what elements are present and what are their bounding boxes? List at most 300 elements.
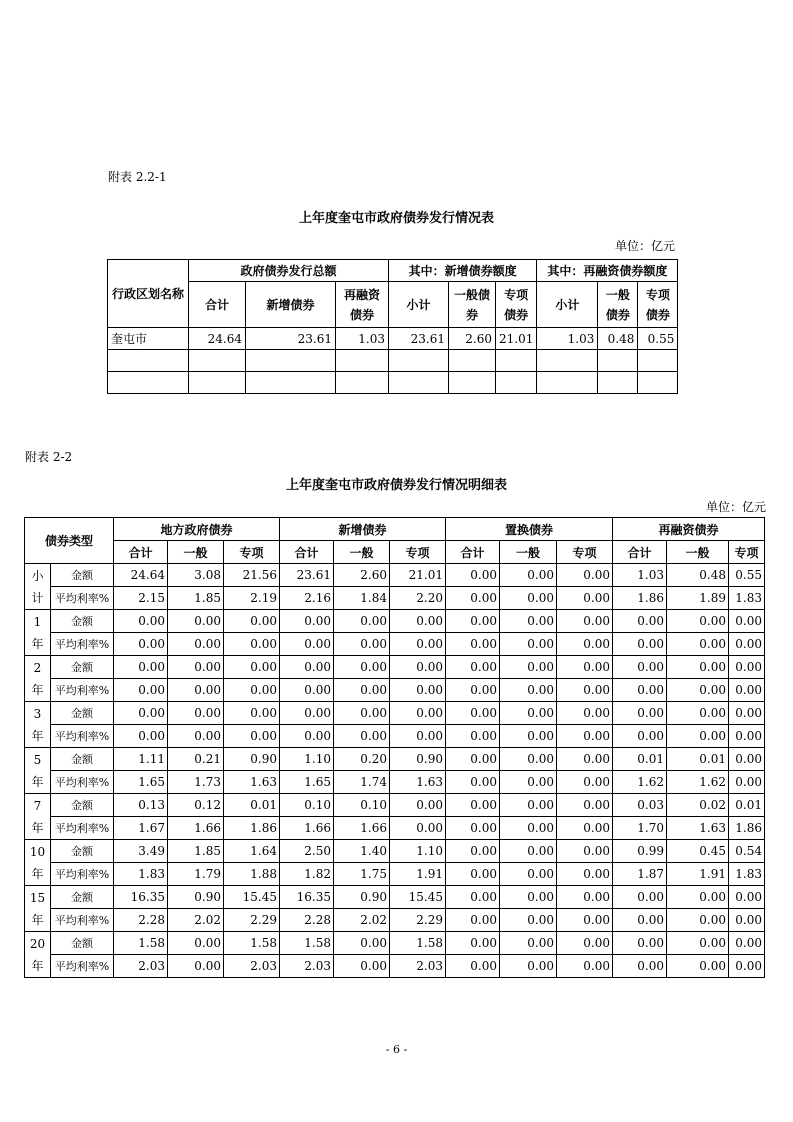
- t2-cell: 0.00: [500, 886, 557, 909]
- t2-cell: 0.00: [667, 725, 729, 748]
- t2-cell: 0.00: [334, 725, 390, 748]
- t2-cell: 0.00: [500, 771, 557, 794]
- t2-cell: 0.00: [729, 886, 765, 909]
- t2-metric-label: 金额: [51, 886, 114, 909]
- t2-cell: 1.82: [280, 863, 334, 886]
- t1-cell-special-refi: 0.55: [638, 328, 678, 350]
- t2-cell: 0.00: [334, 702, 390, 725]
- page-number: - 6 -: [385, 1043, 408, 1056]
- t1-header-general-refi: 一般债券: [598, 282, 638, 328]
- t2-subheader-total: 合计: [280, 541, 334, 564]
- t2-metric-label: 平均利率%: [51, 909, 114, 932]
- table2-label: 附表 2-2: [25, 450, 73, 464]
- t2-cell: 0.00: [280, 725, 334, 748]
- t2-cell: 1.89: [667, 587, 729, 610]
- t2-cell: 1.10: [390, 840, 446, 863]
- t2-cell: 0.10: [280, 794, 334, 817]
- t2-metric-label: 平均利率%: [51, 771, 114, 794]
- t1-header-refi-bond: 再融资债券: [336, 282, 389, 328]
- t2-cell: 1.79: [168, 863, 224, 886]
- t2-cell: 0.00: [114, 656, 168, 679]
- t2-subheader-special: 专项: [390, 541, 446, 564]
- t2-cell: 0.00: [500, 955, 557, 978]
- t2-cell: 3.49: [114, 840, 168, 863]
- t2-cell: 0.00: [168, 656, 224, 679]
- t2-cell: 1.70: [613, 817, 667, 840]
- t2-cell: 1.84: [334, 587, 390, 610]
- table1-title: 上年度奎屯市政府债券发行情况表: [298, 211, 494, 226]
- table-row: [25, 886, 765, 909]
- t2-cell: 0.00: [613, 610, 667, 633]
- t2-cell: 0.00: [280, 702, 334, 725]
- t2-cell: 0.00: [334, 633, 390, 656]
- t2-metric-label: 金额: [51, 794, 114, 817]
- table-row: [25, 932, 765, 955]
- t2-cell: 1.91: [667, 863, 729, 886]
- table2-title: 上年度奎屯市政府债券发行情况明细表: [285, 478, 507, 493]
- t1-cell-subtotal-new: 23.61: [389, 328, 449, 350]
- t2-cell: 2.28: [114, 909, 168, 932]
- t2-metric-label: 平均利率%: [51, 633, 114, 656]
- t2-cell: 0.00: [446, 840, 500, 863]
- t2-cell: 1.63: [390, 771, 446, 794]
- t2-cell: 0.00: [446, 932, 500, 955]
- t2-cell: 0.00: [667, 955, 729, 978]
- t2-cell: 0.00: [446, 909, 500, 932]
- table-row: [25, 748, 765, 771]
- t2-cell: 0.00: [500, 656, 557, 679]
- t2-metric-label: 平均利率%: [51, 955, 114, 978]
- t1-cell-general-refi: 0.48: [598, 328, 638, 350]
- table-row-empty: [108, 350, 678, 372]
- t2-cell: 2.50: [280, 840, 334, 863]
- t2-cell: 0.48: [667, 564, 729, 587]
- t2-cell: 2.29: [390, 909, 446, 932]
- t2-cell: 0.00: [390, 679, 446, 702]
- t2-cell: 0.00: [500, 932, 557, 955]
- t2-metric-label: 平均利率%: [51, 587, 114, 610]
- t2-cell: 1.58: [224, 932, 280, 955]
- t2-cell: 0.00: [446, 725, 500, 748]
- t2-cell: 0.00: [280, 679, 334, 702]
- t1-header-subtotal-refi: 小计: [537, 282, 598, 328]
- t2-cell: 0.00: [334, 932, 390, 955]
- t2-cell: 0.10: [334, 794, 390, 817]
- t2-cell: 0.00: [667, 702, 729, 725]
- t2-cell: 0.00: [613, 633, 667, 656]
- t1-cell-special-new: 21.01: [496, 328, 537, 350]
- t2-subheader-special: 专项: [224, 541, 280, 564]
- t2-cell: 1.91: [390, 863, 446, 886]
- t2-cell: 15.45: [224, 886, 280, 909]
- t2-cell: 0.00: [224, 610, 280, 633]
- t2-cell: 1.83: [729, 863, 765, 886]
- t2-cell: 0.90: [390, 748, 446, 771]
- t2-cell: 0.00: [390, 794, 446, 817]
- t2-metric-label: 金额: [51, 656, 114, 679]
- t2-cell: 0.00: [613, 725, 667, 748]
- t2-cell: 0.00: [613, 932, 667, 955]
- t2-cell: 0.00: [114, 702, 168, 725]
- t2-subheader-general: 一般: [168, 541, 224, 564]
- table1-unit: 单位：亿元: [614, 239, 675, 253]
- t1-header-group-total: 政府债券发行总额: [189, 260, 389, 282]
- t2-cell: 0.00: [557, 817, 613, 840]
- t1-cell-region: 奎屯市: [108, 328, 189, 350]
- t2-cell: 0.00: [114, 725, 168, 748]
- t2-cell: 0.90: [334, 886, 390, 909]
- t2-cell: 0.00: [613, 656, 667, 679]
- t2-row-group-label: 2 年: [25, 656, 51, 702]
- t1-header-total: 合计: [189, 282, 246, 328]
- t2-cell: 0.12: [168, 794, 224, 817]
- t2-cell: 0.00: [224, 656, 280, 679]
- t2-cell: 0.00: [500, 610, 557, 633]
- t2-cell: 1.83: [114, 863, 168, 886]
- t1-header-general-new: 一般债券: [449, 282, 496, 328]
- t2-cell: 0.00: [334, 610, 390, 633]
- t2-cell: 2.03: [390, 955, 446, 978]
- t2-cell: 1.11: [114, 748, 168, 771]
- t2-metric-label: 金额: [51, 702, 114, 725]
- t2-cell: 0.21: [168, 748, 224, 771]
- t2-cell: 2.02: [168, 909, 224, 932]
- t2-cell: 0.00: [729, 633, 765, 656]
- t2-header-group-new: 新增债券: [280, 518, 446, 541]
- t2-cell: 0.00: [729, 679, 765, 702]
- t2-cell: 0.02: [667, 794, 729, 817]
- t2-cell: 0.54: [729, 840, 765, 863]
- t2-cell: 0.00: [557, 633, 613, 656]
- t2-cell: 2.16: [280, 587, 334, 610]
- t2-subheader-general: 一般: [667, 541, 729, 564]
- t2-cell: 0.00: [613, 886, 667, 909]
- t2-cell: 0.00: [557, 863, 613, 886]
- t2-cell: 0.00: [557, 587, 613, 610]
- t2-cell: 0.45: [667, 840, 729, 863]
- t2-cell: 0.00: [446, 794, 500, 817]
- t2-cell: 1.03: [613, 564, 667, 587]
- t2-cell: 0.00: [557, 771, 613, 794]
- t2-cell: 0.00: [667, 932, 729, 955]
- t2-cell: 0.90: [224, 748, 280, 771]
- t2-cell: 1.65: [280, 771, 334, 794]
- t2-cell: 1.66: [334, 817, 390, 840]
- t2-cell: 0.00: [500, 909, 557, 932]
- table-row: [25, 633, 765, 656]
- t2-subheader-total: 合计: [114, 541, 168, 564]
- t1-cell-general-new: 2.60: [449, 328, 496, 350]
- t2-cell: 0.00: [446, 886, 500, 909]
- t2-cell: 0.00: [446, 702, 500, 725]
- t2-cell: 0.01: [729, 794, 765, 817]
- t2-cell: 0.00: [334, 656, 390, 679]
- t2-cell: 0.00: [168, 633, 224, 656]
- t2-cell: 1.65: [114, 771, 168, 794]
- t2-cell: 0.00: [729, 702, 765, 725]
- t2-cell: 24.64: [114, 564, 168, 587]
- t2-cell: 1.58: [114, 932, 168, 955]
- t2-cell: 0.00: [557, 794, 613, 817]
- table-row: [25, 840, 765, 863]
- t2-cell: 0.00: [168, 932, 224, 955]
- table-row: [108, 328, 678, 350]
- t2-cell: 1.85: [168, 587, 224, 610]
- t2-cell: 2.19: [224, 587, 280, 610]
- t2-cell: 0.00: [557, 656, 613, 679]
- t2-cell: 0.00: [557, 909, 613, 932]
- t1-header-special-refi: 专项债券: [638, 282, 678, 328]
- t2-cell: 0.55: [729, 564, 765, 587]
- t2-metric-label: 金额: [51, 564, 114, 587]
- t2-cell: 2.15: [114, 587, 168, 610]
- t2-cell: 0.00: [224, 702, 280, 725]
- t2-cell: 1.88: [224, 863, 280, 886]
- t2-row-group-label: 10 年: [25, 840, 51, 886]
- t2-cell: 0.00: [446, 564, 500, 587]
- t2-cell: 1.67: [114, 817, 168, 840]
- t2-metric-label: 平均利率%: [51, 725, 114, 748]
- t2-cell: 0.00: [446, 610, 500, 633]
- t2-row-group-label: 3 年: [25, 702, 51, 748]
- t2-cell: 0.00: [446, 748, 500, 771]
- table1-label: 附表 2.2-1: [108, 170, 167, 184]
- t2-cell: 1.10: [280, 748, 334, 771]
- t2-cell: 2.28: [280, 909, 334, 932]
- t2-metric-label: 平均利率%: [51, 863, 114, 886]
- t2-cell: 1.73: [168, 771, 224, 794]
- t2-cell: 0.00: [500, 633, 557, 656]
- t2-metric-label: 平均利率%: [51, 679, 114, 702]
- t2-subheader-total: 合计: [613, 541, 667, 564]
- t2-cell: 0.00: [280, 610, 334, 633]
- t2-header-group-refi: 再融资债券: [613, 518, 765, 541]
- t2-cell: 0.00: [613, 679, 667, 702]
- t2-row-group-label: 5 年: [25, 748, 51, 794]
- t2-cell: 0.00: [390, 817, 446, 840]
- t2-cell: 1.86: [729, 817, 765, 840]
- t2-cell: 1.86: [224, 817, 280, 840]
- table-row: [25, 771, 765, 794]
- t2-cell: 0.01: [224, 794, 280, 817]
- t2-cell: 0.20: [334, 748, 390, 771]
- t2-metric-label: 金额: [51, 610, 114, 633]
- t2-cell: 0.00: [613, 702, 667, 725]
- t2-cell: 0.00: [390, 725, 446, 748]
- t2-row-group-label: 7 年: [25, 794, 51, 840]
- t2-cell: 2.03: [114, 955, 168, 978]
- t1-header-special-new: 专项债券: [496, 282, 537, 328]
- t2-cell: 1.63: [224, 771, 280, 794]
- t2-cell: 0.00: [667, 679, 729, 702]
- t2-cell: 0.00: [390, 610, 446, 633]
- t2-cell: 2.29: [224, 909, 280, 932]
- t2-cell: 0.00: [168, 679, 224, 702]
- t2-cell: 0.00: [390, 633, 446, 656]
- t2-cell: 0.00: [500, 817, 557, 840]
- t2-cell: 0.00: [613, 955, 667, 978]
- t2-cell: 0.00: [557, 679, 613, 702]
- t2-metric-label: 金额: [51, 748, 114, 771]
- t2-subheader-special: 专项: [557, 541, 613, 564]
- table-row: [25, 863, 765, 886]
- t2-cell: 0.00: [667, 656, 729, 679]
- table-row: [25, 817, 765, 840]
- t2-cell: 1.85: [168, 840, 224, 863]
- table-row: [25, 679, 765, 702]
- t2-metric-label: 金额: [51, 932, 114, 955]
- t2-cell: 0.00: [446, 587, 500, 610]
- t2-cell: 0.00: [114, 633, 168, 656]
- t2-cell: 1.62: [667, 771, 729, 794]
- t2-cell: 0.00: [500, 702, 557, 725]
- t2-cell: 0.00: [114, 610, 168, 633]
- t2-cell: 0.00: [613, 909, 667, 932]
- t2-cell: 2.03: [224, 955, 280, 978]
- t2-cell: 0.00: [729, 748, 765, 771]
- t2-cell: 0.00: [500, 840, 557, 863]
- t2-cell: 0.00: [280, 656, 334, 679]
- t2-cell: 1.58: [390, 932, 446, 955]
- t2-cell: 0.13: [114, 794, 168, 817]
- t2-cell: 0.00: [729, 932, 765, 955]
- t2-cell: 0.00: [557, 955, 613, 978]
- t2-cell: 0.00: [729, 771, 765, 794]
- t1-header-group-refi: 其中：再融资债券额度: [537, 260, 678, 282]
- t2-cell: 0.00: [557, 725, 613, 748]
- table-row: [25, 955, 765, 978]
- t2-cell: 16.35: [280, 886, 334, 909]
- t2-cell: 1.58: [280, 932, 334, 955]
- t2-cell: 1.83: [729, 587, 765, 610]
- t2-row-group-label: 20 年: [25, 932, 51, 978]
- table-row: [25, 794, 765, 817]
- t2-header-group-swap: 置换债券: [446, 518, 613, 541]
- t2-cell: 0.00: [557, 840, 613, 863]
- t2-cell: 1.66: [168, 817, 224, 840]
- t2-cell: 23.61: [280, 564, 334, 587]
- t2-cell: 0.00: [557, 932, 613, 955]
- t2-cell: 0.00: [729, 656, 765, 679]
- t2-cell: 2.03: [280, 955, 334, 978]
- t2-row-group-label: 小计: [25, 564, 51, 610]
- t2-cell: 0.00: [446, 955, 500, 978]
- table-row-empty: [108, 372, 678, 394]
- table-row: [25, 610, 765, 633]
- t2-cell: 0.00: [557, 564, 613, 587]
- t2-cell: 0.00: [557, 610, 613, 633]
- t2-cell: 0.00: [446, 633, 500, 656]
- t2-cell: 1.64: [224, 840, 280, 863]
- t1-header-new-bond: 新增债券: [246, 282, 336, 328]
- t2-cell: 0.00: [729, 955, 765, 978]
- t2-cell: 0.00: [500, 679, 557, 702]
- t2-cell: 21.56: [224, 564, 280, 587]
- t2-cell: 2.60: [334, 564, 390, 587]
- table-row: [25, 656, 765, 679]
- t2-cell: 0.00: [114, 679, 168, 702]
- t2-cell: 15.45: [390, 886, 446, 909]
- t2-cell: 1.66: [280, 817, 334, 840]
- t2-cell: 0.00: [334, 955, 390, 978]
- table-row: [25, 909, 765, 932]
- t2-cell: 0.00: [729, 610, 765, 633]
- t2-metric-label: 平均利率%: [51, 817, 114, 840]
- t2-cell: 0.00: [557, 886, 613, 909]
- t2-cell: 0.00: [500, 863, 557, 886]
- t2-cell: 0.00: [500, 564, 557, 587]
- t2-header-type: 债券类型: [25, 518, 114, 564]
- table-row: [25, 564, 765, 587]
- t1-cell-new-bond: 23.61: [246, 328, 336, 350]
- t2-subheader-general: 一般: [334, 541, 390, 564]
- t2-cell: 0.00: [168, 725, 224, 748]
- t2-cell: 0.99: [613, 840, 667, 863]
- t1-header-group-new: 其中：新增债券额度: [389, 260, 537, 282]
- t2-cell: 0.01: [667, 748, 729, 771]
- table2-unit: 单位：亿元: [705, 500, 766, 514]
- t2-cell: 0.00: [500, 587, 557, 610]
- t1-header-region: 行政区划名称: [108, 260, 189, 328]
- t1-header-subtotal-new: 小计: [389, 282, 449, 328]
- t2-cell: 1.75: [334, 863, 390, 886]
- t2-cell: 1.74: [334, 771, 390, 794]
- t1-cell-total: 24.64: [189, 328, 246, 350]
- t2-cell: 16.35: [114, 886, 168, 909]
- t2-cell: 0.00: [500, 794, 557, 817]
- t2-cell: 0.00: [557, 748, 613, 771]
- t2-cell: 2.20: [390, 587, 446, 610]
- t2-subheader-general: 一般: [500, 541, 557, 564]
- t2-cell: 1.62: [613, 771, 667, 794]
- t2-cell: 3.08: [168, 564, 224, 587]
- t2-cell: 0.03: [613, 794, 667, 817]
- table-row: [25, 587, 765, 610]
- t2-cell: 0.00: [224, 725, 280, 748]
- t2-subheader-total: 合计: [446, 541, 500, 564]
- table1: [107, 259, 678, 394]
- t2-row-group-label: 15 年: [25, 886, 51, 932]
- t2-cell: 0.00: [667, 633, 729, 656]
- t1-cell-refi-bond: 1.03: [336, 328, 389, 350]
- t2-cell: 0.00: [667, 909, 729, 932]
- t2-cell: 1.86: [613, 587, 667, 610]
- t2-cell: 0.00: [729, 725, 765, 748]
- t2-cell: 0.00: [667, 610, 729, 633]
- t2-cell: 0.00: [446, 817, 500, 840]
- t2-cell: 21.01: [390, 564, 446, 587]
- t2-cell: 0.00: [446, 679, 500, 702]
- table2: [24, 517, 765, 978]
- t2-cell: 0.00: [446, 771, 500, 794]
- t2-cell: 1.40: [334, 840, 390, 863]
- t2-cell: 0.01: [613, 748, 667, 771]
- t2-cell: 0.00: [500, 725, 557, 748]
- t2-header-group-local: 地方政府债券: [114, 518, 280, 541]
- t1-cell-subtotal-refi: 1.03: [537, 328, 598, 350]
- t2-metric-label: 金额: [51, 840, 114, 863]
- t2-cell: 0.00: [446, 863, 500, 886]
- t2-cell: 0.90: [168, 886, 224, 909]
- t2-cell: 0.00: [224, 679, 280, 702]
- t2-cell: 0.00: [224, 633, 280, 656]
- t2-cell: 0.00: [168, 610, 224, 633]
- t2-cell: 0.00: [168, 702, 224, 725]
- t2-cell: 0.00: [390, 656, 446, 679]
- t2-subheader-special: 专项: [729, 541, 765, 564]
- t2-cell: 0.00: [557, 702, 613, 725]
- t2-cell: 0.00: [390, 702, 446, 725]
